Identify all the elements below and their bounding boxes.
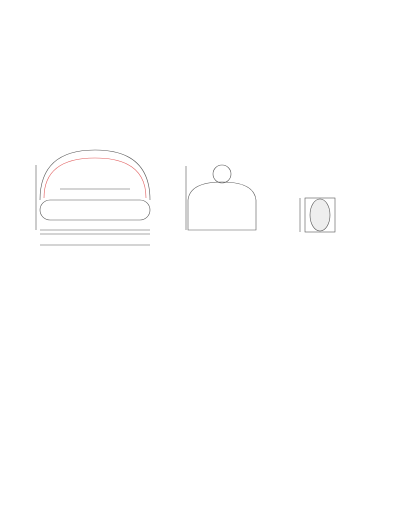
hat-diagram: [36, 150, 150, 245]
finished-hat: [186, 165, 256, 230]
pompom-card: [300, 198, 335, 232]
